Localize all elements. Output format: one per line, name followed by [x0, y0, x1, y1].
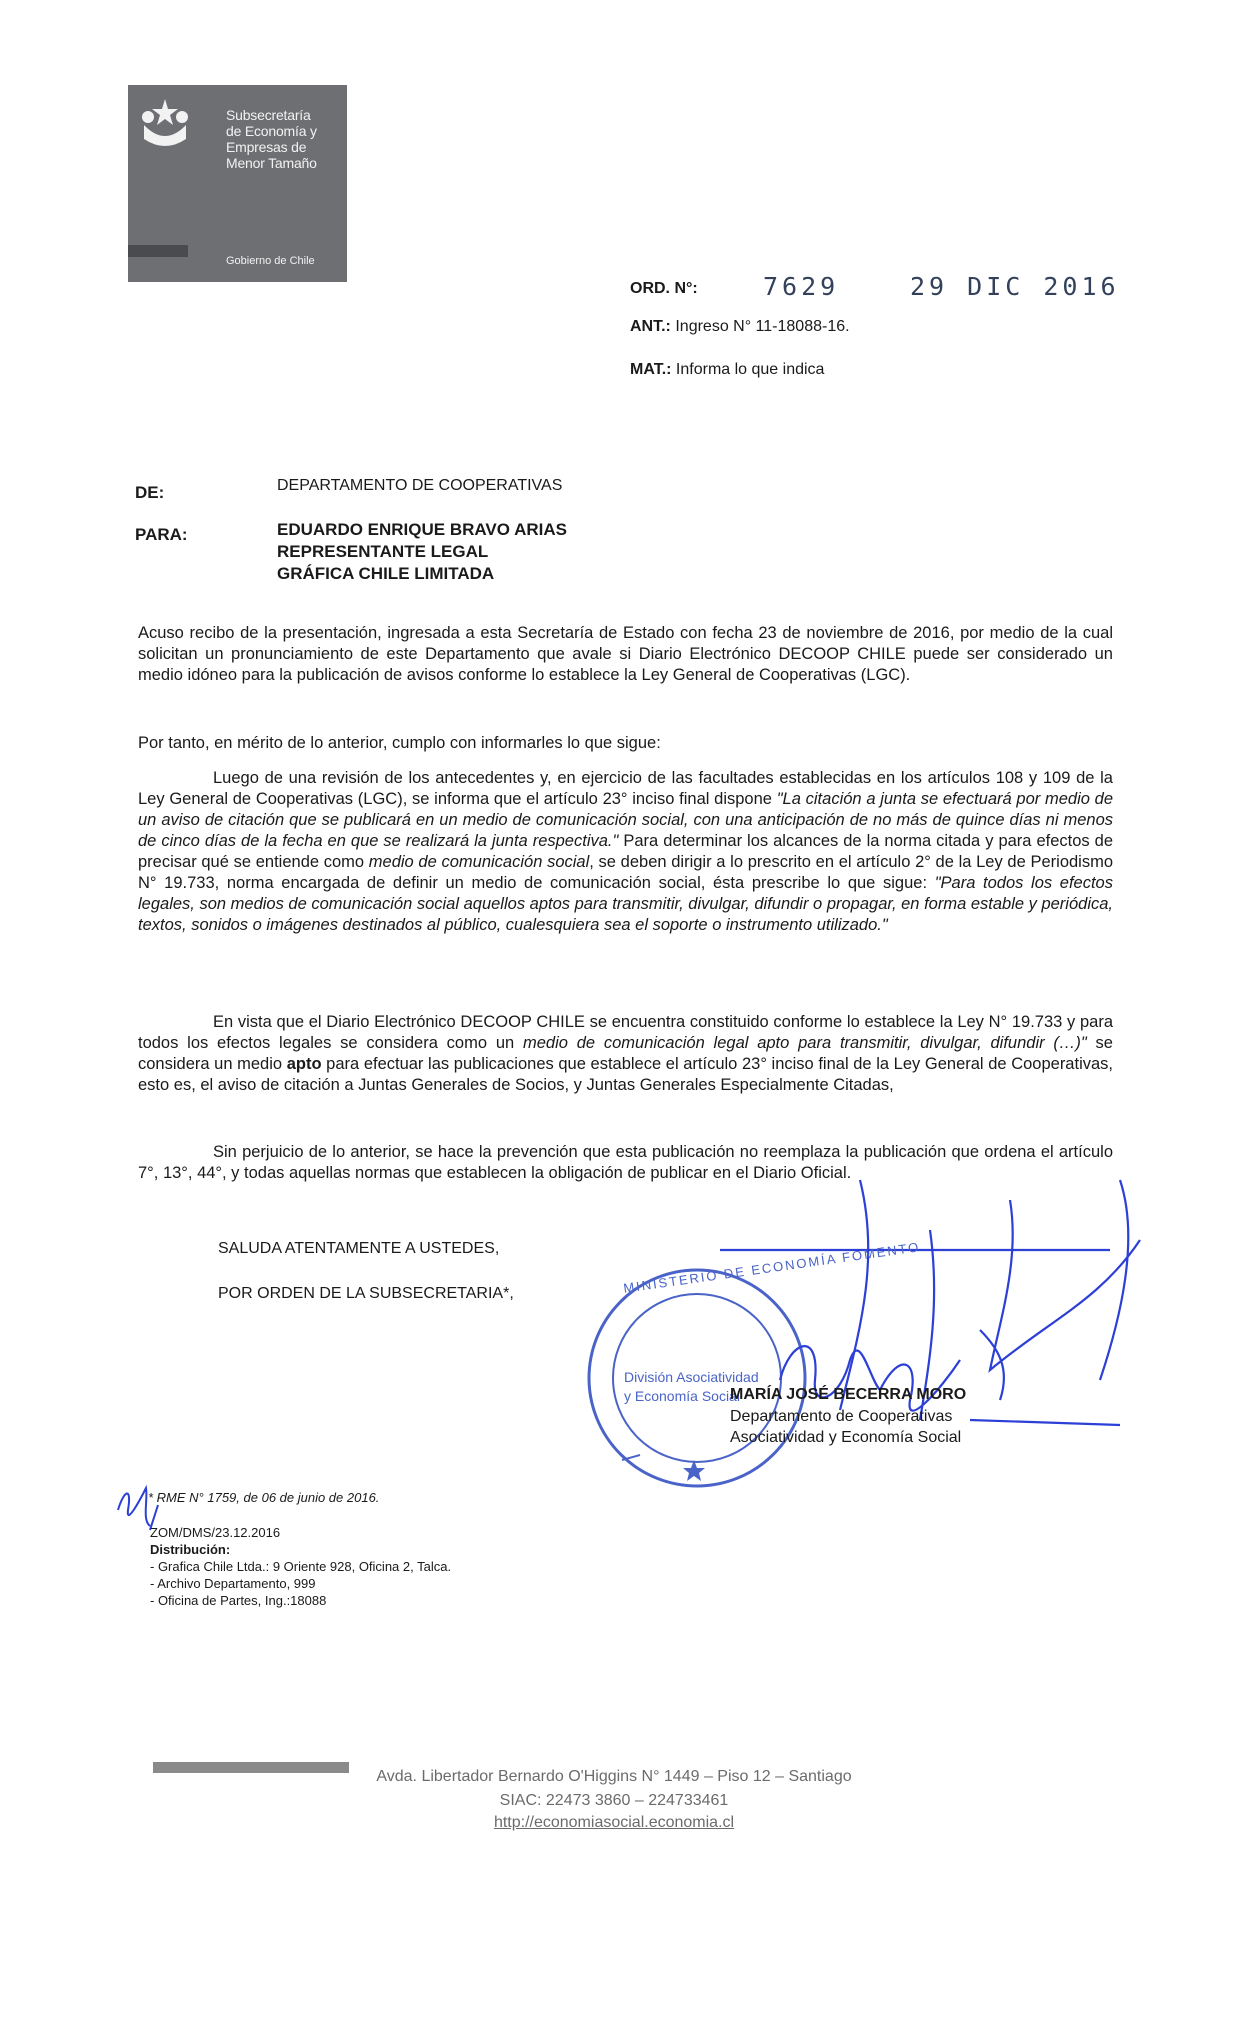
rme-text: * RME N° 1759, de 06 de junio de 2016.	[148, 1490, 380, 1505]
footer-phone: SIAC: 22473 3860 – 224733461	[499, 1792, 729, 1809]
mat-value: Informa lo que indica	[675, 361, 825, 378]
logo-line-3: Empresas de	[226, 139, 307, 155]
signer-department: Departamento de Cooperativas	[730, 1408, 953, 1425]
p4-text-a: En vista que el Diario Electrónico DECOOP CHILE se encuentra constituido conforme lo establece la Ley N° 19.733 y para todos los efectos legales se considera como un	[138, 1013, 1113, 1052]
footer-bar	[153, 1762, 349, 1773]
distribution-block	[150, 1541, 451, 1609]
logo-line-1: Subsecretaría	[226, 107, 311, 123]
p3-text-e: , se deben dirigir a lo prescrito en el artículo 2° de la Ley de Periodismo N° 19.733, norma encargada de definir un medio de comunicación social, ésta prescribe lo que sigue:	[138, 853, 1114, 892]
recipient-name: EDUARDO ENRIQUE BRAVO ARIAS	[277, 520, 567, 539]
distribution-title: Distribución:	[150, 1542, 231, 1557]
by-order: POR ORDEN DE LA SUBSECRETARIA*,	[218, 1285, 514, 1302]
distribution-item: - Oficina de Partes, Ing.:18088	[150, 1593, 327, 1608]
signer-name: MARÍA JOSÉ BECERRA MORO	[730, 1386, 967, 1403]
p3-term: medio de comunicación social	[368, 853, 590, 871]
distribution-item: - Archivo Departamento, 999	[150, 1576, 316, 1591]
footer-url-wrap	[364, 1814, 864, 1832]
seal-line-2: y Economía Social	[624, 1388, 740, 1404]
ant-value: Ingreso N° 11-18088-16.	[675, 318, 850, 335]
footer-address: Avda. Libertador Bernardo O'Higgins N° 1449 – Piso 12 – Santiago	[376, 1768, 852, 1785]
recipient-company: GRÁFICA CHILE LIMITADA	[277, 564, 495, 583]
signer-division: Asociatividad y Economía Social	[730, 1429, 962, 1446]
p4-apto: apto	[286, 1055, 322, 1073]
seal-star-icon	[683, 1460, 705, 1481]
initials-line: ZOM/DMS/23.12.2016	[150, 1525, 281, 1540]
distribution-item: - Grafica Chile Ltda.: 9 Oriente 928, Oficina 2, Talca.	[150, 1559, 452, 1574]
ord-number: 7629	[763, 272, 840, 301]
seal-ring-text: MINISTERIO DE ECONOMÍA FOMENTO	[622, 1239, 922, 1296]
de-value: DEPARTAMENTO DE COOPERATIVAS	[277, 477, 563, 494]
p3-quote-2: "Para todos los efectos legales, son medios de comunicación social aquellos aptos para transmitir, divulgar, difundir o propagar, en forma estable y periódica, textos, sonidos o imágenes destinados al público, cualesquiera sea el soporte o instrumento utilizado."	[138, 874, 1113, 934]
p3-text-a: Luego de una revisión de los antecedentes y, en ejercicio de las facultades establecidas en los artículos 108 y 109 de la Ley General de Cooperativas (LGC), se informa que el artículo 23° inciso final dispone	[138, 769, 1113, 808]
p3-text-c: Para determinar los alcances de la norma citada y para efectos de precisar qué se entiende como	[138, 832, 1113, 871]
ord-label: ORD. N°:	[630, 280, 698, 297]
ord-date: 29 DIC 2016	[910, 272, 1120, 301]
rme-note	[148, 1489, 379, 1506]
p4-text-c: se considera un medio	[138, 1034, 1113, 1073]
seal-line-1: División Asociatividad	[624, 1369, 759, 1385]
de-label: DE:	[135, 483, 165, 502]
p3-quote-1: "La citación a junta se efectuará por medio de un aviso de citación que se publicará en un medio de comunicación social, con una anticipación de no más de quince días ni menos de cinco días de la fecha en que se realizará la junta respectiva."	[138, 790, 1113, 850]
footer-url-link[interactable]: http://economiasocial.economia.cl	[493, 1814, 735, 1831]
logo-line-2: de Economía y	[226, 123, 317, 139]
salutation: SALUDA ATENTAMENTE A USTEDES,	[218, 1240, 500, 1257]
paragraph-1: Acuso recibo de la presentación, ingresada a esta Secretaría de Estado con fecha 23 de noviembre de 2016, por medio de la cual solicitan un pronunciamiento de este Departamento que avale si Diario Electrónico DECOOP CHILE puede ser considerado un medio idóneo para la publicación de avisos conforme lo establece la Ley General de Cooperativas (LGC).	[138, 624, 1113, 684]
logo-government: Gobierno de Chile	[226, 255, 315, 267]
p4-quote: medio de comunicación legal apto para transmitir, divulgar, difundir (…)"	[522, 1034, 1087, 1052]
logo-line-4: Menor Tamaño	[226, 155, 317, 171]
paragraph-2: Por tanto, en mérito de lo anterior, cumplo con informarles lo que sigue:	[138, 734, 661, 752]
ant-label: ANT.:	[630, 318, 671, 335]
paragraph-5: Sin perjuicio de lo anterior, se hace la prevención que esta publicación no reemplaza la publicación que ordena el artículo 7°, 13°, 44°, y todas aquellas normas que establecen la obligación de publicar en el Diario Oficial.	[138, 1143, 1113, 1182]
p4-text-e: para efectuar las publicaciones que establece el artículo 23° inciso final de la Ley General de Cooperativas, esto es, el aviso de citación a Juntas Generales de Socios, y Juntas Generales Especialmente Citadas,	[138, 1055, 1113, 1094]
recipient-role: REPRESENTANTE LEGAL	[277, 542, 489, 561]
para-label: PARA:	[135, 525, 188, 544]
mat-label: MAT.:	[630, 361, 672, 378]
